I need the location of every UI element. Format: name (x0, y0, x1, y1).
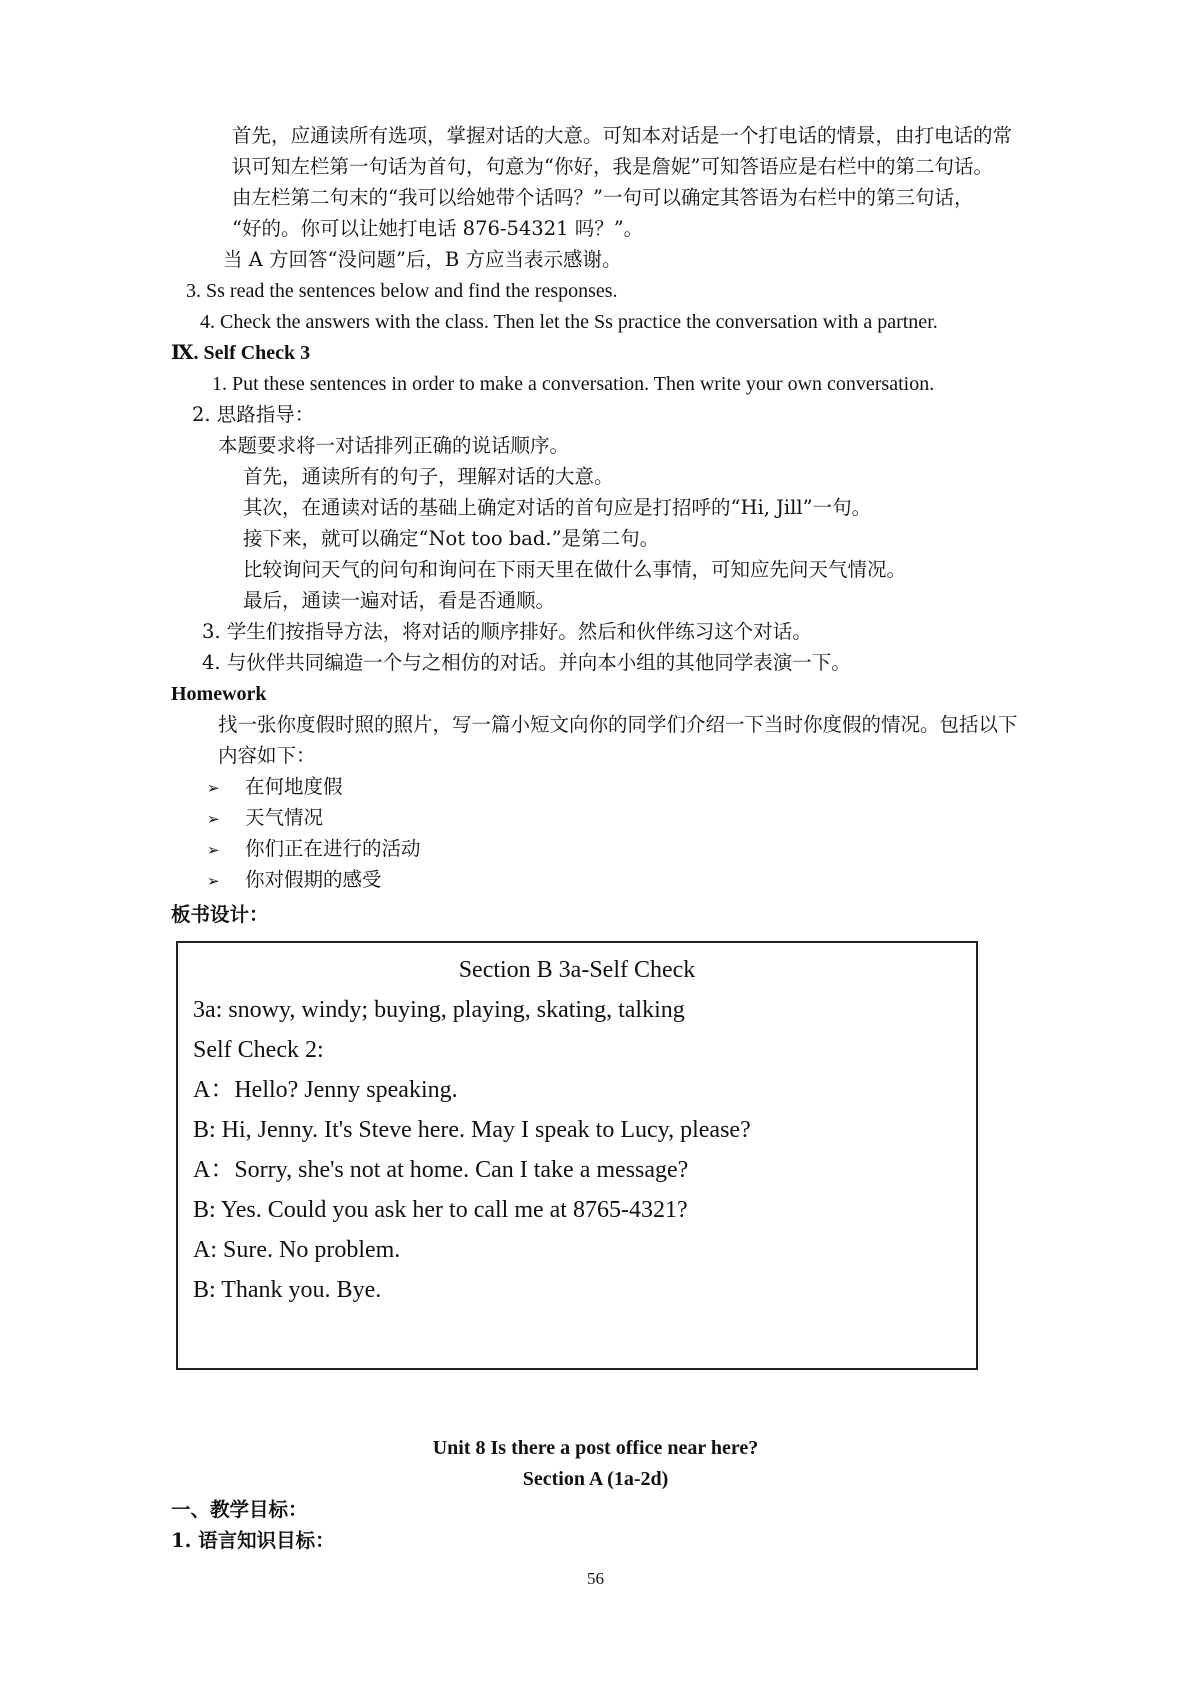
language-goals-heading: 1. 语言知识目标： (171, 1529, 335, 1552)
board-line: B: Thank you. Bye. (193, 1277, 382, 1303)
homework-bullet (207, 837, 421, 862)
explanation-line: 识可知左栏第一句话为首句，句意为“你好，我是詹妮”可知答语应是右栏中的第二句话。 (232, 155, 993, 178)
step-line: 2. 思路指导： (192, 403, 315, 426)
step-line: 3. 学生们按指导方法，将对话的顺序排好。然后和伙伴练习这个对话。 (202, 620, 812, 643)
section-heading-self-check-3: Ⅸ. Self Check 3 (171, 342, 311, 364)
guide-line: 接下来，就可以确定“Not too bad.”是第二句。 (243, 527, 660, 550)
arrow-bullet-icon: ➢ (207, 841, 220, 859)
section-heading-homework: Homework (171, 683, 267, 705)
step-line: 4. Check the answers with the class. Then let the Ss practice the conversation with a partner. (200, 311, 938, 333)
explanation-line: 由左栏第二句末的“我可以给她带个话吗？”一句可以确定其答语为右栏中的第三句话， (232, 186, 974, 209)
page-number: 56 (587, 1569, 604, 1588)
teaching-goals-heading: 一、教学目标： (171, 1498, 308, 1521)
step-line: 1. Put these sentences in order to make a conversation. Then write your own conversation. (212, 373, 935, 395)
step-line: 3. Ss read the sentences below and find the responses. (186, 280, 618, 302)
unit-section: Section A (1a-2d) (522, 1468, 669, 1490)
board-line: A: Sure. No problem. (193, 1237, 401, 1263)
homework-text: 内容如下： (218, 744, 316, 767)
board-line: B: Hi, Jenny. It's Steve here. May I speak to Lucy, please? (193, 1117, 751, 1143)
bullet-text: 你们正在进行的活动 (245, 837, 421, 860)
guide-line: 比较询问天气的问句和询问在下雨天里在做什么事情，可知应先问天气情况。 (243, 558, 907, 581)
guide-line: 最后，通读一遍对话，看是否通顺。 (243, 589, 556, 612)
explanation-line: “好的。你可以让她打电话 876-54321 吗？”。 (232, 217, 644, 240)
arrow-bullet-icon: ➢ (207, 872, 220, 890)
homework-bullet (207, 775, 343, 800)
bullet-text: 你对假期的感受 (245, 868, 382, 891)
homework-bullet (207, 868, 382, 893)
board-design-heading: 板书设计： (171, 903, 269, 926)
explanation-line: 首先，应通读所有选项，掌握对话的大意。可知本对话是一个打电话的情景，由打电话的常 (232, 124, 1013, 147)
homework-text: 找一张你度假时照的照片，写一篇小短文向你的同学们介绍一下当时你度假的情况。包括以下 (218, 713, 1018, 736)
board-line: 3a: snowy, windy; buying, playing, skating, talking (193, 997, 685, 1023)
guide-line: 首先，通读所有的句子，理解对话的大意。 (243, 465, 614, 488)
explanation-line: 当 A 方回答“没问题”后，B 方应当表示感谢。 (223, 248, 622, 271)
homework-bullet (207, 806, 323, 831)
board-line: A：Sorry, she's not at home. Can I take a message? (193, 1157, 689, 1183)
guide-line: 本题要求将一对话排列正确的说话顺序。 (218, 434, 570, 457)
step-line: 4. 与伙伴共同编造一个与之相仿的对话。并向本小组的其他同学表演一下。 (202, 651, 851, 674)
arrow-bullet-icon: ➢ (207, 779, 220, 797)
board-line: B: Yes. Could you ask her to call me at 8765-4321? (193, 1197, 688, 1223)
board-title: Section B 3a-Self Check (458, 957, 696, 983)
bullet-text: 在何地度假 (245, 775, 343, 798)
unit-title: Unit 8 Is there a post office near here? (432, 1437, 759, 1459)
board-design-box (176, 941, 978, 1370)
board-line: A：Hello? Jenny speaking. (193, 1077, 458, 1103)
guide-line: 其次，在通读对话的基础上确定对话的首句应是打招呼的“Hi, Jill”一句。 (243, 496, 872, 519)
arrow-bullet-icon: ➢ (207, 810, 220, 828)
board-line: Self Check 2: (193, 1037, 324, 1063)
bullet-text: 天气情况 (245, 806, 324, 829)
